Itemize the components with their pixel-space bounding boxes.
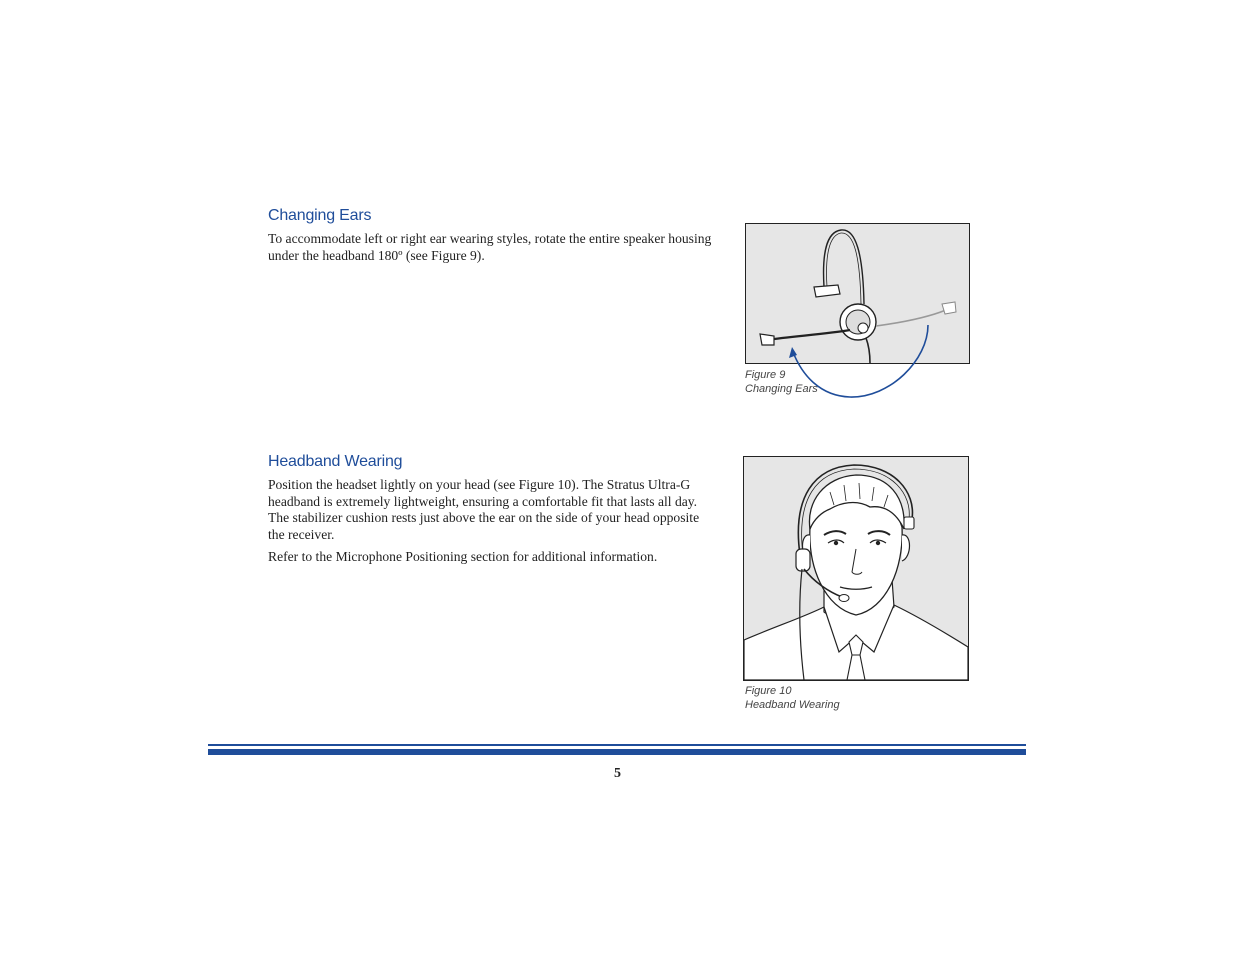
section-paragraph: To accommodate left or right ear wearing styles, rotate the entire speaker housing under the headband 180º (see Figure 9). xyxy=(268,231,712,263)
footer-rule-thin xyxy=(208,744,1026,746)
figure-number: Figure 10 xyxy=(745,685,792,697)
figure-10-image xyxy=(743,456,969,681)
section-heading: Changing Ears xyxy=(268,207,372,224)
figure-title: Headband Wearing xyxy=(745,699,840,711)
figure-10-caption xyxy=(745,684,840,712)
figure-9-caption xyxy=(745,368,818,396)
section-headband-wearing xyxy=(268,453,713,572)
figure-number: Figure 9 xyxy=(745,369,786,381)
section-changing-ears xyxy=(268,207,713,270)
person-wearing-headset-illustration xyxy=(744,457,968,680)
figure-title: Changing Ears xyxy=(745,383,818,395)
section-paragraph: Position the headset lightly on your head (see Figure 10). The Stratus Ultra-G headband is extremely lightweight, ensuring a comfortable fit that lasts all day. The stabilizer cushion rests just above the ear on the side of your head opposite the receiver. xyxy=(268,477,700,542)
section-heading: Headband Wearing xyxy=(268,453,403,470)
footer-rule-thick xyxy=(208,749,1026,755)
page-number: 5 xyxy=(614,766,621,781)
section-paragraph: Refer to the Microphone Positioning section for additional information. xyxy=(268,549,658,564)
